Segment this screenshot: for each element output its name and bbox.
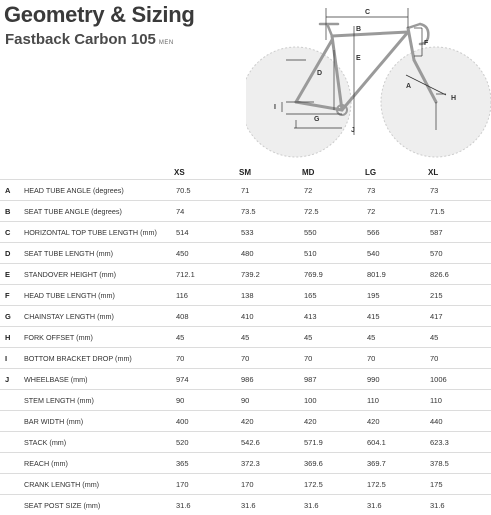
row-value: 604.1 [365, 432, 428, 453]
label-f: F [424, 40, 429, 47]
row-value: 31.6 [302, 495, 365, 515]
row-label: SEAT TUBE ANGLE (degrees) [24, 201, 174, 222]
row-value: 45 [174, 327, 239, 348]
row-value: 623.3 [428, 432, 491, 453]
row-value: 415 [365, 306, 428, 327]
table-row [0, 369, 491, 390]
row-letter [0, 453, 24, 474]
row-value: 520 [174, 432, 239, 453]
table-row [0, 474, 491, 495]
row-value: 116 [174, 285, 239, 306]
row-value: 420 [302, 411, 365, 432]
row-value: 987 [302, 369, 365, 390]
row-value: 45 [239, 327, 302, 348]
table-row [0, 495, 491, 515]
row-value: 542.6 [239, 432, 302, 453]
row-value: 172.5 [365, 474, 428, 495]
header-size: SM [239, 165, 302, 180]
header-label [24, 165, 174, 180]
row-value: 70 [239, 348, 302, 369]
row-value: 587 [428, 222, 491, 243]
header-size: XS [174, 165, 239, 180]
label-j: J [351, 127, 355, 134]
row-value: 100 [302, 390, 365, 411]
model-name-text: Fastback Carbon 105 [5, 31, 156, 48]
row-letter [0, 495, 24, 515]
row-label: REACH (mm) [24, 453, 174, 474]
row-value: 566 [365, 222, 428, 243]
row-value: 986 [239, 369, 302, 390]
row-value: 72 [302, 180, 365, 201]
table-row [0, 432, 491, 453]
row-value: 31.6 [428, 495, 491, 515]
row-letter: B [0, 201, 24, 222]
row-value: 45 [365, 327, 428, 348]
row-value: 70 [428, 348, 491, 369]
row-value: 195 [365, 285, 428, 306]
row-letter: E [0, 264, 24, 285]
row-label: HORIZONTAL TOP TUBE LENGTH (mm) [24, 222, 174, 243]
label-h: H [451, 95, 456, 102]
row-value: 90 [239, 390, 302, 411]
label-i: I [274, 104, 276, 111]
row-value: 215 [428, 285, 491, 306]
row-letter: G [0, 306, 24, 327]
row-label: FORK OFFSET (mm) [24, 327, 174, 348]
row-value: 70 [302, 348, 365, 369]
row-value: 138 [239, 285, 302, 306]
row-value: 369.6 [302, 453, 365, 474]
row-value: 533 [239, 222, 302, 243]
row-value: 71 [239, 180, 302, 201]
row-label: BAR WIDTH (mm) [24, 411, 174, 432]
row-value: 413 [302, 306, 365, 327]
row-letter: H [0, 327, 24, 348]
gender-tag: MEN [159, 40, 174, 46]
row-value: 110 [365, 390, 428, 411]
row-value: 739.2 [239, 264, 302, 285]
row-letter: F [0, 285, 24, 306]
row-label: STACK (mm) [24, 432, 174, 453]
row-value: 571.9 [302, 432, 365, 453]
table-header-row [0, 165, 491, 180]
row-value: 514 [174, 222, 239, 243]
bike-geometry-diagram [246, 0, 491, 165]
row-value: 410 [239, 306, 302, 327]
row-value: 570 [428, 243, 491, 264]
row-letter: C [0, 222, 24, 243]
table-row [0, 180, 491, 201]
row-value: 175 [428, 474, 491, 495]
row-label: STANDOVER HEIGHT (mm) [24, 264, 174, 285]
row-label: CRANK LENGTH (mm) [24, 474, 174, 495]
row-value: 72 [365, 201, 428, 222]
table-row [0, 264, 491, 285]
row-value: 70 [174, 348, 239, 369]
row-value: 74 [174, 201, 239, 222]
header-size: MD [302, 165, 365, 180]
row-label: BOTTOM BRACKET DROP (mm) [24, 348, 174, 369]
row-value: 31.6 [365, 495, 428, 515]
row-value: 801.9 [365, 264, 428, 285]
table-row [0, 327, 491, 348]
table-row [0, 306, 491, 327]
row-letter [0, 411, 24, 432]
table-row [0, 201, 491, 222]
row-label: HEAD TUBE LENGTH (mm) [24, 285, 174, 306]
label-g: G [314, 116, 320, 123]
model-name [5, 31, 174, 48]
row-value: 365 [174, 453, 239, 474]
row-value: 712.1 [174, 264, 239, 285]
row-value: 990 [365, 369, 428, 390]
table-row [0, 285, 491, 306]
row-value: 90 [174, 390, 239, 411]
row-value: 73 [428, 180, 491, 201]
row-value: 45 [302, 327, 365, 348]
row-value: 372.3 [239, 453, 302, 474]
row-letter [0, 390, 24, 411]
row-value: 45 [428, 327, 491, 348]
row-value: 378.5 [428, 453, 491, 474]
label-d: D [317, 70, 322, 77]
row-value: 480 [239, 243, 302, 264]
row-value: 172.5 [302, 474, 365, 495]
row-value: 31.6 [174, 495, 239, 515]
row-label: WHEELBASE (mm) [24, 369, 174, 390]
row-value: 420 [239, 411, 302, 432]
row-value: 369.7 [365, 453, 428, 474]
label-e: E [356, 55, 361, 62]
table-row [0, 453, 491, 474]
table-row [0, 390, 491, 411]
row-value: 450 [174, 243, 239, 264]
row-value: 420 [365, 411, 428, 432]
row-label: HEAD TUBE ANGLE (degrees) [24, 180, 174, 201]
geometry-table [0, 165, 491, 515]
row-value: 73 [365, 180, 428, 201]
row-value: 440 [428, 411, 491, 432]
row-value: 510 [302, 243, 365, 264]
row-value: 826.6 [428, 264, 491, 285]
page-title: Geometry & Sizing [4, 2, 195, 28]
table-row [0, 243, 491, 264]
row-value: 550 [302, 222, 365, 243]
row-value: 165 [302, 285, 365, 306]
row-label: STEM LENGTH (mm) [24, 390, 174, 411]
table-row [0, 348, 491, 369]
row-value: 417 [428, 306, 491, 327]
header-letter [0, 165, 24, 180]
row-label: CHAINSTAY LENGTH (mm) [24, 306, 174, 327]
row-letter: J [0, 369, 24, 390]
row-value: 974 [174, 369, 239, 390]
row-label: SEAT POST SIZE (mm) [24, 495, 174, 515]
row-value: 72.5 [302, 201, 365, 222]
row-value: 400 [174, 411, 239, 432]
row-value: 70 [365, 348, 428, 369]
row-value: 73.5 [239, 201, 302, 222]
row-value: 170 [174, 474, 239, 495]
label-b: B [356, 26, 361, 33]
row-value: 70.5 [174, 180, 239, 201]
row-letter [0, 432, 24, 453]
row-letter: D [0, 243, 24, 264]
row-value: 31.6 [239, 495, 302, 515]
row-letter: A [0, 180, 24, 201]
row-label: SEAT TUBE LENGTH (mm) [24, 243, 174, 264]
table-row [0, 411, 491, 432]
row-letter [0, 474, 24, 495]
table-row [0, 222, 491, 243]
label-a: A [406, 83, 411, 90]
row-value: 110 [428, 390, 491, 411]
row-value: 408 [174, 306, 239, 327]
row-value: 71.5 [428, 201, 491, 222]
row-letter: I [0, 348, 24, 369]
row-value: 540 [365, 243, 428, 264]
row-value: 170 [239, 474, 302, 495]
row-value: 1006 [428, 369, 491, 390]
label-c: C [365, 9, 370, 16]
row-value: 769.9 [302, 264, 365, 285]
header-size: LG [365, 165, 428, 180]
header-size: XL [428, 165, 491, 180]
